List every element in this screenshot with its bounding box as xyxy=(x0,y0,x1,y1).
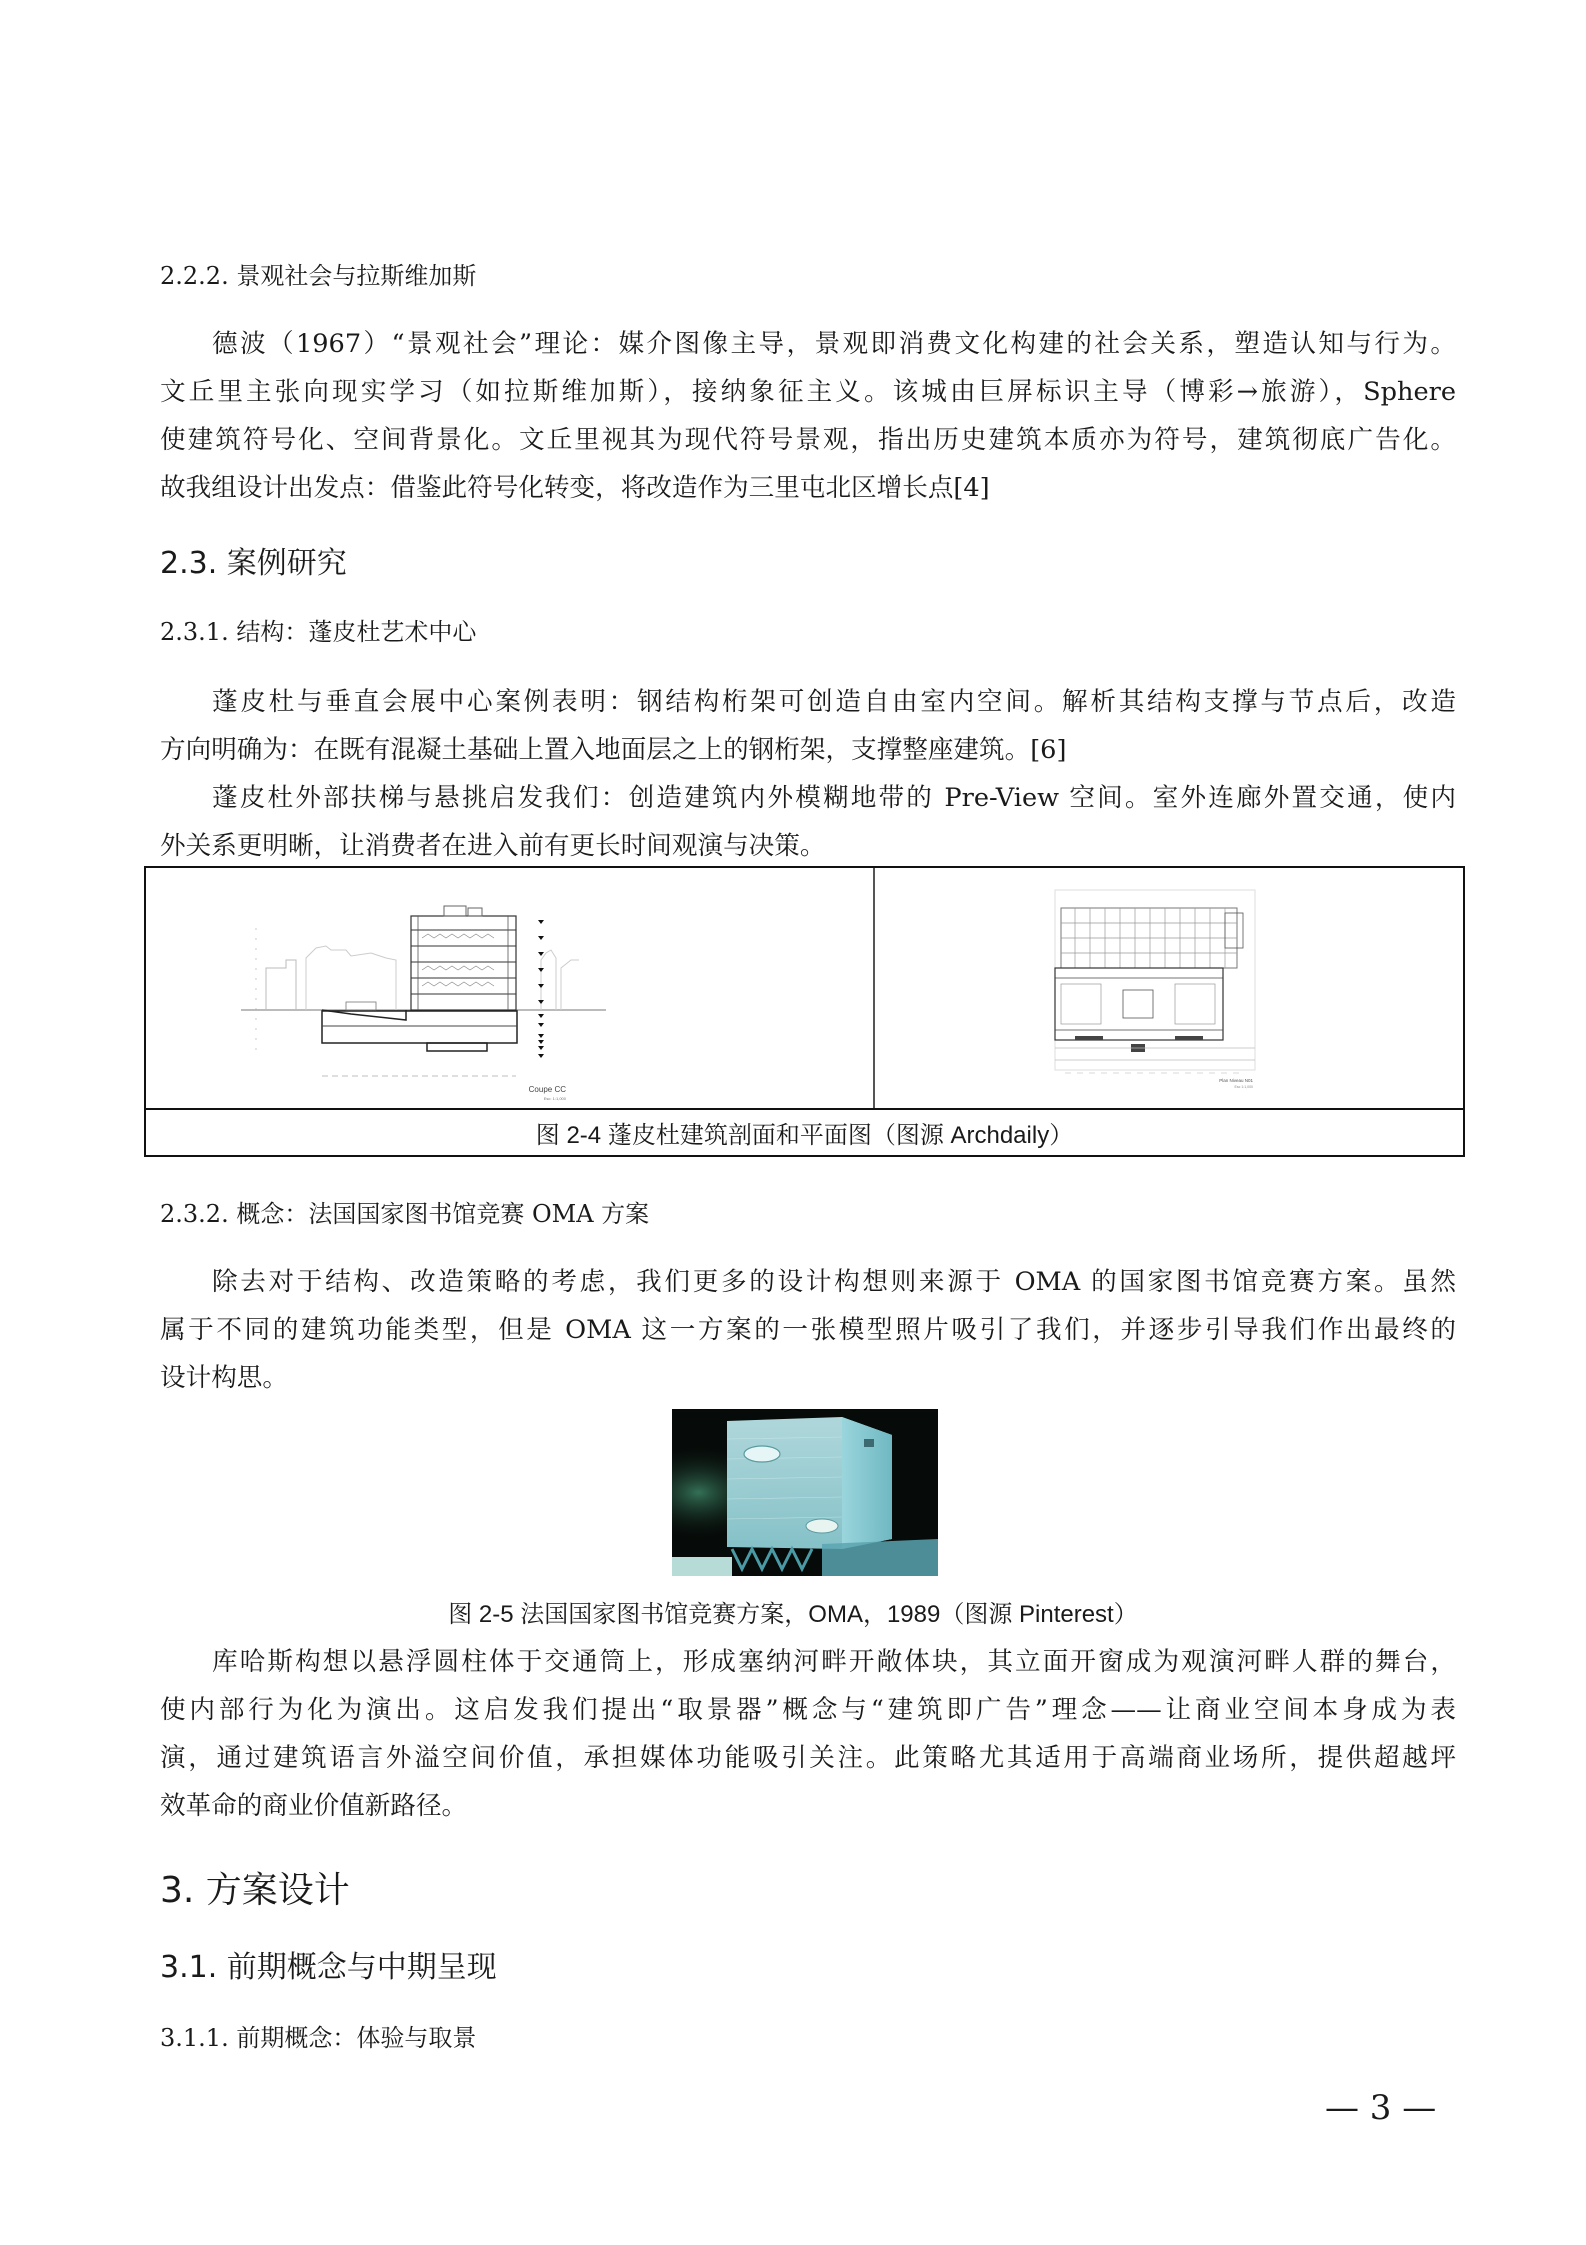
heading-3-1: 3.1. 前期概念与中期呈现 xyxy=(160,1950,497,1985)
paragraph-line: 属于不同的建筑功能类型，但是 OMA 这一方案的一张模型照片吸引了我们，并逐步引导我们作出最终的 xyxy=(160,1315,1456,1345)
section-drawing-cell xyxy=(146,868,875,1108)
paragraph-line: 文丘里主张向现实学习（如拉斯维加斯），接纳象征主义。该城由巨屏标识主导（博彩→旅游），Sphere xyxy=(160,377,1456,407)
heading-2-3-1: 2.3.1. 结构：蓬皮杜艺术中心 xyxy=(160,618,477,646)
paragraph-line: 除去对于结构、改造策略的考虑，我们更多的设计构想则来源于 OMA 的国家图书馆竞赛方案。虽然 xyxy=(212,1267,1456,1297)
paragraph-oma-intro xyxy=(160,1258,1456,1402)
paragraph-structure xyxy=(160,678,1456,774)
figure-2-4-table xyxy=(144,866,1465,1157)
paragraph-line: 蓬皮杜外部扶梯与悬挑启发我们：创造建筑内外模糊地带的 Pre-View 空间。室外连廊外置交通，使内 xyxy=(212,783,1456,813)
heading-3-1-1: 3.1.1. 前期概念：体验与取景 xyxy=(160,2024,477,2052)
pompidou-plan-drawing xyxy=(875,868,1463,1108)
paragraph-line: 演，通过建筑语言外溢空间价值，承担媒体功能吸引关注。此策略尤其适用于高端商业场所，提供超越坪 xyxy=(160,1743,1456,1773)
paragraph-line: 效革命的商业价值新路径。 xyxy=(160,1791,468,1821)
paragraph-preview-space xyxy=(160,774,1456,870)
heading-3: 3. 方案设计 xyxy=(160,1870,350,1911)
paragraph-line: 德波（1967）“景观社会”理论：媒介图像主导，景观即消费文化构建的社会关系，塑造认知与行为。 xyxy=(212,329,1456,359)
paragraph-line: 故我组设计出发点：借鉴此符号化转变，将改造作为三里屯北区增长点[4] xyxy=(160,473,990,503)
plan-scale-label: Esc 1:1,000 xyxy=(1234,1085,1253,1089)
figure-2-5-caption: 图 2-5 法国国家图书馆竞赛方案，OMA，1989（图源 Pinterest） xyxy=(448,1601,1138,1628)
paragraph-line: 库哈斯构想以悬浮圆柱体于交通筒上，形成塞纳河畔开敞体块，其立面开窗成为观演河畔人群的舞台， xyxy=(212,1647,1456,1677)
plan-label: Plan Niveau N01 xyxy=(1219,1078,1253,1083)
section-label: Coupe CC xyxy=(528,1085,566,1094)
page-number: — 3 — xyxy=(1325,2088,1437,2128)
paragraph-line: 使建筑符号化、空间背景化。文丘里视其为现代符号景观，指出历史建筑本质亦为符号，建筑彻底广告化。 xyxy=(160,425,1456,455)
heading-2-2-2: 2.2.2. 景观社会与拉斯维加斯 xyxy=(160,262,477,290)
heading-2-3: 2.3. 案例研究 xyxy=(160,546,347,581)
paragraph-viewfinder-concept xyxy=(160,1638,1456,1830)
oma-library-model-photo xyxy=(672,1409,938,1576)
paragraph-line: 外关系更明晰，让消费者在进入前有更长时间观演与决策。 xyxy=(160,831,826,861)
heading-2-3-2: 2.3.2. 概念：法国国家图书馆竞赛 OMA 方案 xyxy=(160,1200,650,1228)
pompidou-section-drawing xyxy=(146,868,873,1108)
section-scale-label: Esc: 1:1,000 xyxy=(543,1096,566,1101)
figure-2-4-caption: 图 2-4 蓬皮杜建筑剖面和平面图（图源 Archdaily） xyxy=(146,1108,1463,1155)
paragraph-line: 设计构思。 xyxy=(160,1363,288,1393)
paragraph-line: 使内部行为化为演出。这启发我们提出“取景器”概念与“建筑即广告”理念——让商业空间本身成为表 xyxy=(160,1695,1456,1725)
paragraph-line: 方向明确为：在既有混凝土基础上置入地面层之上的钢桁架，支撑整座建筑。[6] xyxy=(160,735,1067,765)
paragraph-spectacle-society xyxy=(160,320,1456,512)
plan-drawing-cell xyxy=(875,868,1463,1108)
paragraph-line: 蓬皮杜与垂直会展中心案例表明：钢结构桁架可创造自由室内空间。解析其结构支撑与节点后，改造 xyxy=(212,687,1456,717)
